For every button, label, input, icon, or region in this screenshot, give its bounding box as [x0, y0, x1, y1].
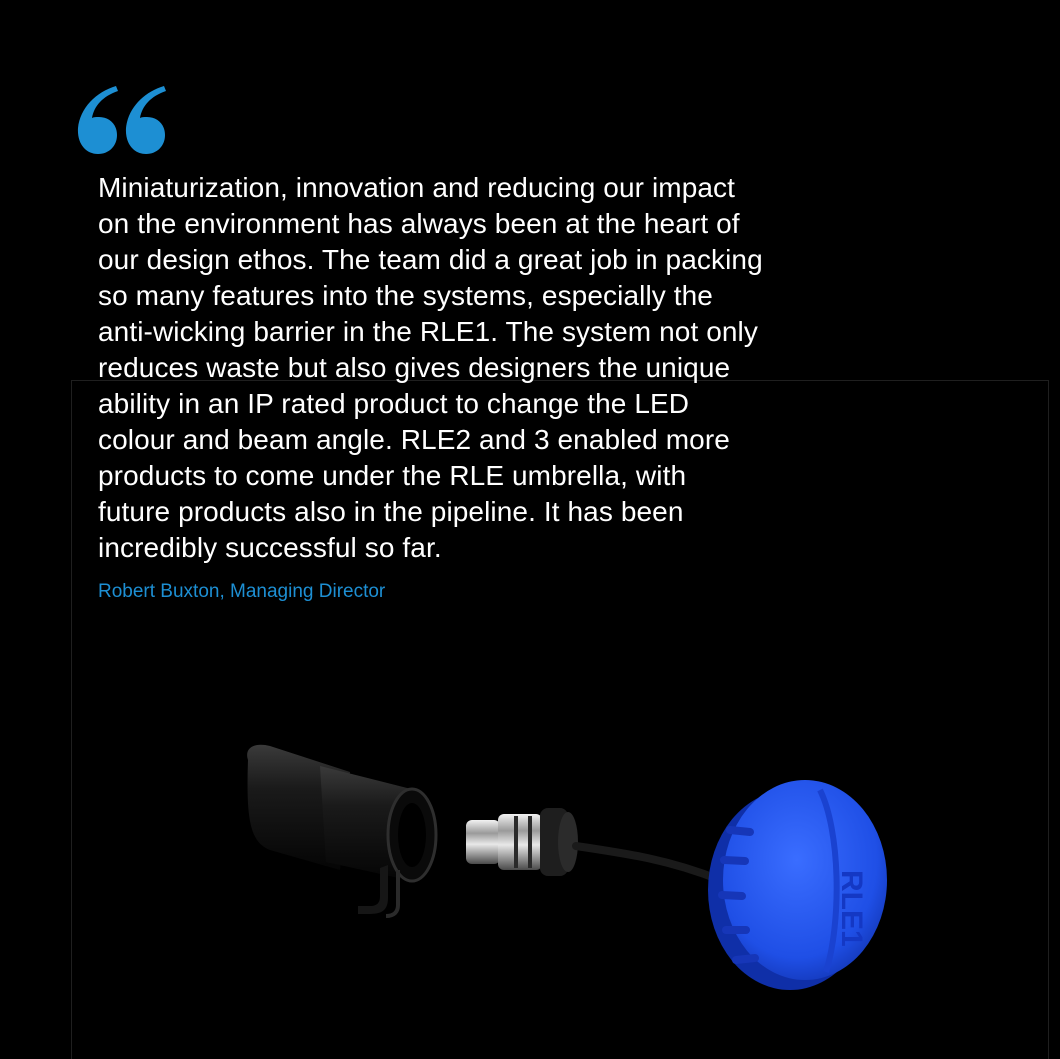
quote-line: ability in an IP rated product to change the LED [98, 388, 690, 419]
quote-line: reduces waste but also gives designers the unique [98, 352, 731, 383]
quote-line: anti-wicking barrier in the RLE1. The system not only [98, 316, 758, 347]
quote-line: our design ethos. The team did a great job in packing [98, 244, 763, 275]
cap-label: RLE1 [835, 870, 868, 947]
quote-line: colour and beam angle. RLE2 and 3 enabled more [98, 424, 730, 455]
quote-line: on the environment has always been at the heart of [98, 208, 740, 239]
quote-line: future products also in the pipeline. It has been [98, 496, 684, 527]
quote-attribution: Robert Buxton, Managing Director [98, 581, 386, 602]
quote-line: Miniaturization, innovation and reducing our impact [98, 172, 736, 203]
led-module [466, 808, 720, 880]
quote-line: products to come under the RLE umbrella, with [98, 460, 687, 491]
quote-line: incredibly successful so far. [98, 532, 442, 563]
quote-line: so many features into the systems, especially the [98, 280, 713, 311]
quote-text [98, 170, 858, 566]
product-image [230, 720, 930, 1020]
spike-light-housing [247, 745, 436, 916]
quote-open-icon [76, 84, 168, 156]
